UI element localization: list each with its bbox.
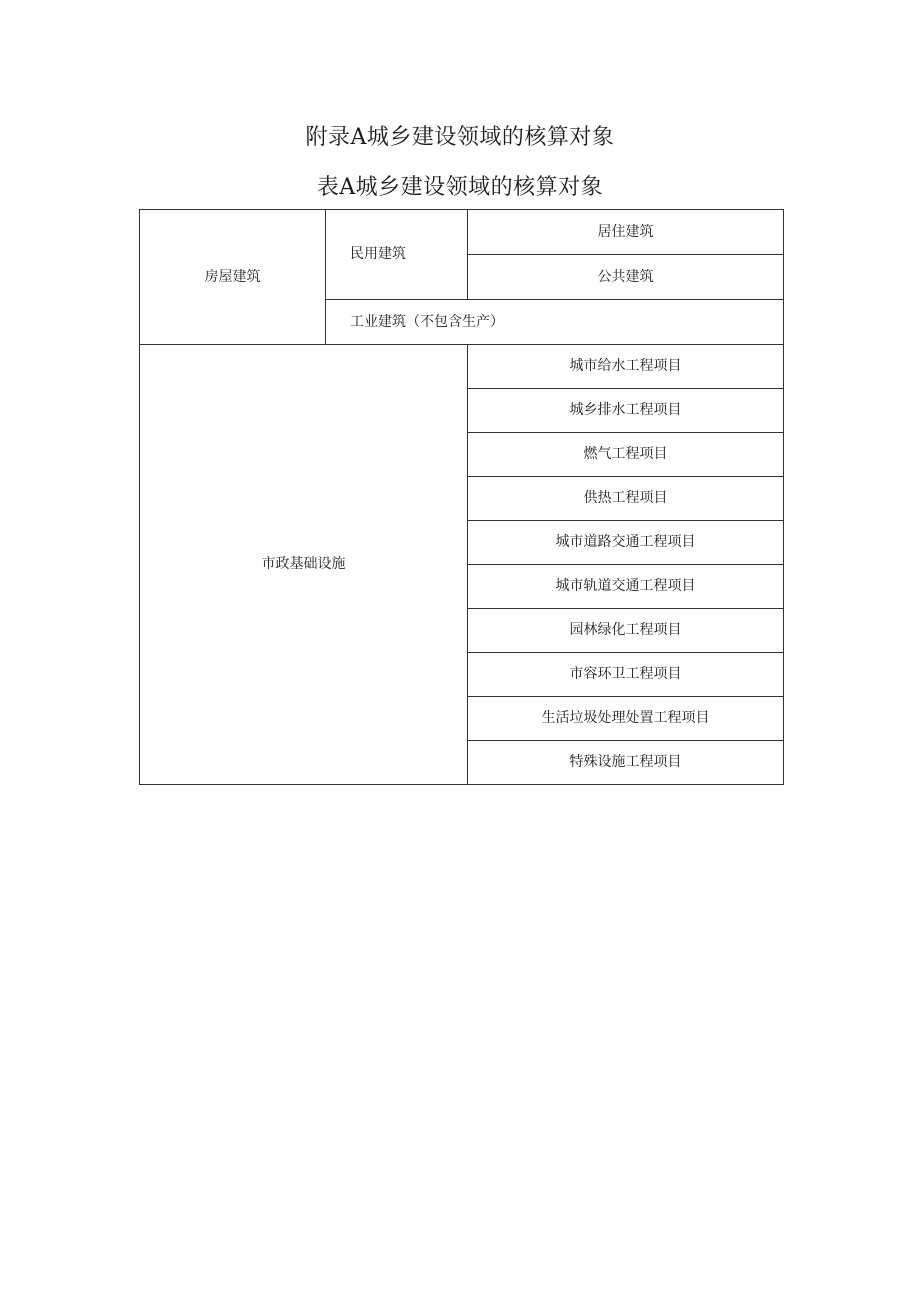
- item-residential: 居住建筑: [468, 210, 784, 255]
- accounting-objects-table: [139, 209, 784, 785]
- municipal-item: 城市道路交通工程项目: [468, 521, 784, 565]
- municipal-item: 燃气工程项目: [468, 433, 784, 477]
- category-housing: 房屋建筑: [140, 210, 326, 345]
- municipal-item: 园林绿化工程项目: [468, 609, 784, 653]
- table-row: [140, 345, 784, 389]
- item-public: 公共建筑: [468, 255, 784, 300]
- table-row: [140, 210, 784, 255]
- municipal-item: 市容环卫工程项目: [468, 653, 784, 697]
- municipal-item: 供热工程项目: [468, 477, 784, 521]
- subcategory-civil: 民用建筑: [326, 210, 468, 300]
- subcategory-industrial: 工业建筑（不包含生产）: [326, 300, 784, 345]
- table-title: 表A城乡建设领域的核算对象: [316, 175, 604, 200]
- municipal-item: 城市给水工程项目: [468, 345, 784, 389]
- category-municipal: 市政基础设施: [140, 345, 468, 785]
- municipal-item: 城市轨道交通工程项目: [468, 565, 784, 609]
- municipal-item: 城乡排水工程项目: [468, 389, 784, 433]
- municipal-item: 特殊设施工程项目: [468, 741, 784, 785]
- municipal-item: 生活垃圾处理处置工程项目: [468, 697, 784, 741]
- appendix-title: 附录A城乡建设领域的核算对象: [305, 125, 615, 150]
